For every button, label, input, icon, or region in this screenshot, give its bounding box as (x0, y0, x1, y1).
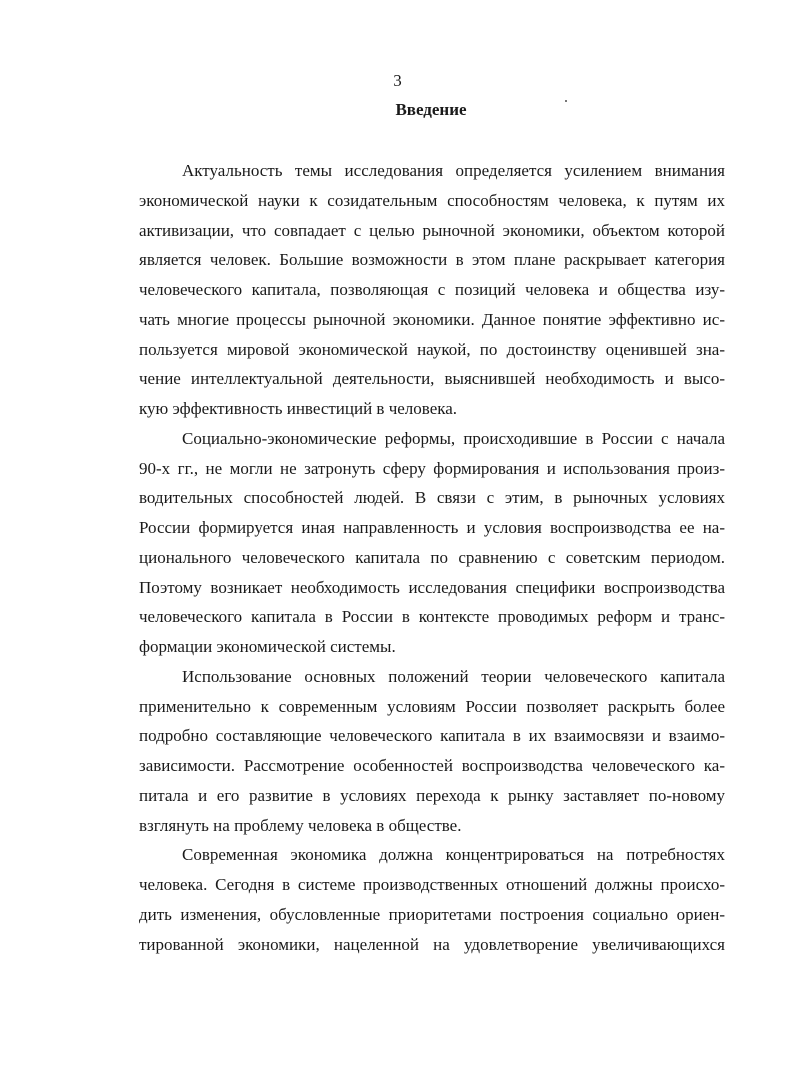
page-number: 3 (393, 71, 402, 90)
section-title: Введение (395, 100, 467, 119)
text-line: экономической науки к созидательным способностям человека, к путям их (139, 190, 725, 210)
text-line: тированной экономики, нацеленной на удовлетворение увеличивающихся (139, 934, 725, 954)
paragraph-3 (139, 662, 725, 841)
text-line: чать многие процессы рыночной экономики. Данное понятие эффективно ис- (139, 309, 725, 329)
text-line: кую эффективность инвестиций в человека. (139, 399, 458, 418)
paragraph-2 (139, 424, 725, 662)
text-line: ционального человеческого капитала по сравнению с советским периодом. (139, 547, 725, 567)
text-line: Актуальность темы исследования определяется усилением внимания (182, 161, 725, 180)
text-line: водительных способностей людей. В связи с этим, в рыночных условиях (139, 488, 725, 508)
text-line: является человек. Большие возможности в этом плане раскрывает категория (139, 250, 725, 270)
text-line: активизации, что совпадает с целью рыночной экономики, объектом которой (139, 220, 725, 240)
paragraph-1 (139, 156, 725, 424)
text-line: человека. Сегодня в системе производственных отношений должны происхо- (139, 875, 725, 894)
text-line: человеческого капитала, позволяющая с позиций человека и общества изу- (139, 280, 725, 299)
text-line: зависимости. Рассмотрение особенностей воспроизводства человеческого ка- (139, 756, 725, 775)
text-line: пользуется мировой экономической наукой, по достоинству оценившей зна- (139, 339, 725, 359)
text-line: Социально-экономические реформы, происходившие в России с начала (182, 428, 725, 448)
text-line: дить изменения, обусловленные приоритетами построения социально ориен- (139, 904, 725, 924)
text-line: Использование основных положений теории человеческого капитала (182, 666, 725, 686)
text-line: применительно к современным условиям России позволяет раскрыть более (139, 696, 725, 716)
text-line: 90-х гг., не могли не затронуть сферу формирования и использования произ- (139, 458, 725, 478)
text-line: подробно составляющие человеческого капитала в их взаимосвязи и взаимо- (139, 726, 725, 746)
text-line: Поэтому возникает необходимость исследования специфики воспроизводства (139, 577, 725, 597)
text-line: человеческого капитала в России в контексте проводимых реформ и транс- (139, 607, 725, 627)
body-text (139, 156, 725, 959)
paragraph-4 (139, 840, 725, 959)
text-line: взглянуть на проблему человека в обществе. (139, 815, 462, 835)
text-line: питала и его развитие в условиях перехода к рынку заставляет по-новому (139, 785, 725, 805)
text-line: России формируется иная направленность и условия воспроизводства ее на- (139, 518, 725, 537)
text-line: Современная экономика должна концентрироваться на потребностях (182, 845, 725, 865)
scan-speck (565, 100, 567, 102)
text-line: формации экономической системы. (139, 637, 396, 656)
text-line: чение интеллектуальной деятельности, выяснившей необходимость и высо- (139, 369, 725, 389)
